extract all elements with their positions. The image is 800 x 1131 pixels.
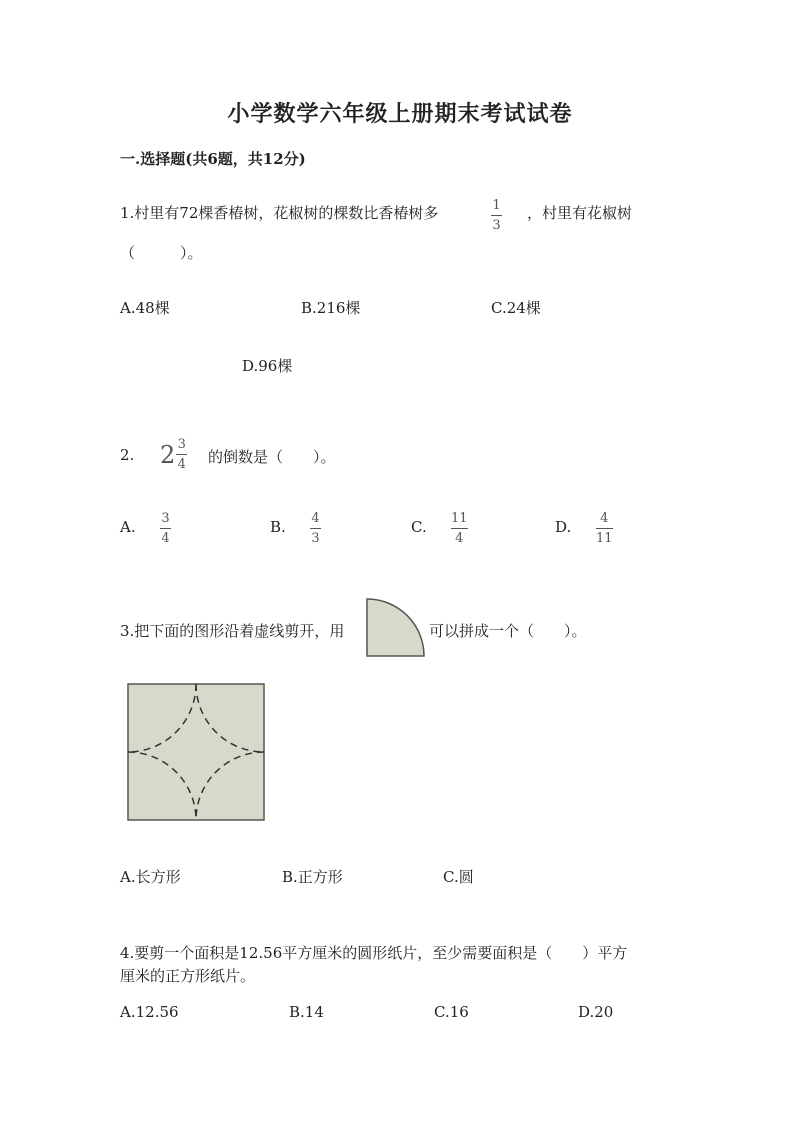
q1-fraction-denominator: 3 xyxy=(492,218,501,233)
fraction-bar xyxy=(451,528,468,529)
q1-fraction-numerator: 1 xyxy=(492,198,501,213)
q1-option-c: C.24棵 xyxy=(491,299,541,317)
denominator: 4 xyxy=(455,531,464,546)
q3-option-a: A.长方形 xyxy=(120,868,181,886)
q1-option-d: D.96棵 xyxy=(242,357,293,375)
denominator: 4 xyxy=(161,531,170,546)
q1-text-part1: 1.村里有72棵香椿树，花椒树的棵数比香椿树多 xyxy=(120,204,439,222)
q2-option-b-label: B. xyxy=(270,518,286,536)
q3-text-part1: 3.把下面的图形沿着虚线剪开，用 xyxy=(120,622,345,640)
q4-option-d: D.20 xyxy=(578,1003,614,1021)
q4-text-part1: 4.要剪一个面积是12.56平方厘米的圆形纸片，至少需要面积是（ ）平方 xyxy=(120,944,628,962)
numerator: 3 xyxy=(161,511,170,526)
q2-option-d-label: D. xyxy=(555,518,572,536)
q2-option-c-label: C. xyxy=(411,518,427,536)
q1-option-b: B.216棵 xyxy=(301,299,361,317)
q2-text: 的倒数是（ ）。 xyxy=(208,448,336,466)
numerator: 4 xyxy=(600,511,609,526)
fraction-bar xyxy=(176,454,187,455)
q4-option-a: A.12.56 xyxy=(120,1003,179,1021)
numerator: 11 xyxy=(451,511,468,526)
page-title: 小学数学六年级上册期末考试试卷 xyxy=(227,101,573,127)
section-heading: 一.选择题(共6题，共12分) xyxy=(120,150,306,168)
q2-mixed-whole: 2 xyxy=(160,440,176,469)
q2-option-b-fraction xyxy=(310,512,321,545)
fraction-bar xyxy=(596,528,613,529)
q4-text-part2: 厘米的正方形纸片。 xyxy=(120,967,256,985)
q2-option-a-fraction xyxy=(160,512,171,545)
q2-mixed-denominator: 4 xyxy=(177,457,186,472)
q2-mixed-fraction xyxy=(176,438,187,471)
q2-option-d-fraction xyxy=(596,512,613,545)
q1-fraction xyxy=(491,199,502,232)
q2-option-c-fraction xyxy=(451,512,468,545)
q3-option-c: C.圆 xyxy=(443,868,474,886)
denominator: 3 xyxy=(311,531,320,546)
numerator: 4 xyxy=(311,511,320,526)
q3-option-b: B.正方形 xyxy=(282,868,343,886)
q2-mixed-numerator: 3 xyxy=(177,437,186,452)
q2-number: 2. xyxy=(120,446,135,464)
denominator: 11 xyxy=(596,531,613,546)
q4-option-c: C.16 xyxy=(434,1003,469,1021)
q1-option-a: A.48棵 xyxy=(120,299,170,317)
fraction-bar xyxy=(491,215,502,216)
q1-text-part3: （ ）。 xyxy=(120,244,203,262)
square-cut-diagram xyxy=(127,683,265,821)
fraction-bar xyxy=(160,528,171,529)
quarter-circle-piece xyxy=(365,597,427,658)
fraction-bar xyxy=(310,528,321,529)
q3-text-part2: 可以拼成一个（ ）。 xyxy=(429,622,587,640)
q2-option-a-label: A. xyxy=(120,518,136,536)
q4-option-b: B.14 xyxy=(289,1003,324,1021)
q1-text-part2: ，村里有花椒树 xyxy=(527,204,633,222)
q2-mixed-number xyxy=(160,438,187,471)
